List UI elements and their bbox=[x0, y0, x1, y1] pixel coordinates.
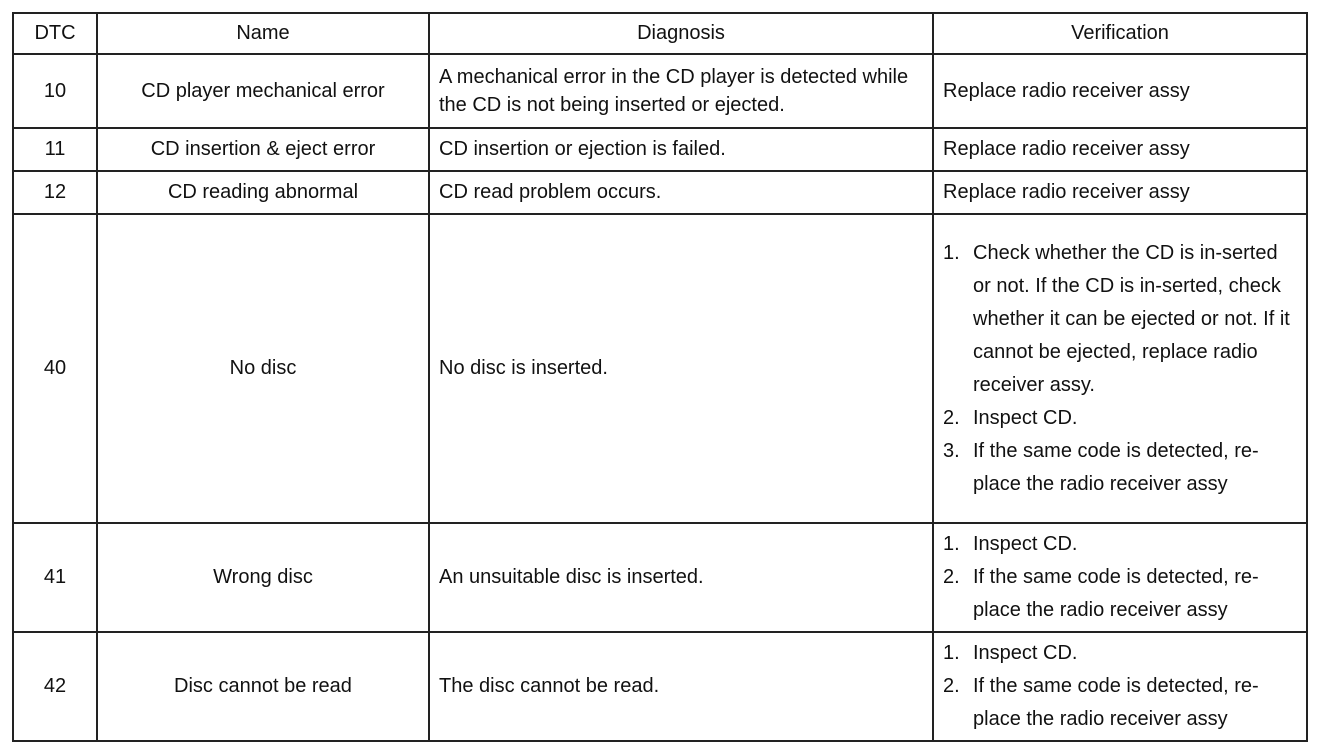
dtc-code: 42 bbox=[13, 632, 97, 741]
verification-step bbox=[943, 637, 1292, 670]
dtc-name: CD insertion & eject error bbox=[97, 128, 429, 171]
step-number: 3. bbox=[943, 439, 960, 462]
header-name: Name bbox=[97, 13, 429, 54]
step-number: 1. bbox=[943, 241, 960, 264]
header-dtc: DTC bbox=[13, 13, 97, 54]
table-header-row bbox=[13, 13, 1307, 54]
step-number: 1. bbox=[943, 533, 960, 555]
dtc-code: 11 bbox=[13, 128, 97, 171]
header-diagnosis: Diagnosis bbox=[429, 13, 933, 54]
step-number: 2. bbox=[943, 406, 960, 429]
dtc-diagnosis: CD read problem occurs. bbox=[429, 171, 933, 214]
table-row bbox=[13, 171, 1307, 214]
dtc-diagnosis-text: A mechanical error in the CD player is detected while the CD is not being inserted or ejected. bbox=[439, 66, 909, 116]
dtc-name: No disc bbox=[97, 214, 429, 523]
step-text: If the same code is detected, re-place the radio receiver assy bbox=[973, 675, 1259, 730]
verification-steps bbox=[943, 528, 1292, 627]
step-text: If the same code is detected, re-place the radio receiver assy bbox=[973, 566, 1259, 621]
step-text: Inspect CD. bbox=[973, 406, 1078, 429]
dtc-diagnosis: An unsuitable disc is inserted. bbox=[429, 523, 933, 632]
dtc-verification bbox=[933, 214, 1307, 523]
dtc-code: 41 bbox=[13, 523, 97, 632]
dtc-diagnosis: CD insertion or ejection is failed. bbox=[429, 128, 933, 171]
step-text: Inspect CD. bbox=[973, 533, 1078, 555]
table-row bbox=[13, 54, 1307, 128]
dtc-name: Wrong disc bbox=[97, 523, 429, 632]
verification-steps bbox=[943, 637, 1292, 736]
dtc-verification: Replace radio receiver assy bbox=[933, 54, 1307, 128]
step-text: If the same code is detected, re-place the radio receiver assy bbox=[973, 439, 1259, 495]
verification-step bbox=[943, 402, 1292, 435]
dtc-diagnosis: No disc is inserted. bbox=[429, 214, 933, 523]
dtc-code: 40 bbox=[13, 214, 97, 523]
dtc-verification: Replace radio receiver assy bbox=[933, 128, 1307, 171]
table-row bbox=[13, 214, 1307, 523]
header-verification: Verification bbox=[933, 13, 1307, 54]
dtc-verification bbox=[933, 632, 1307, 741]
verification-step bbox=[943, 435, 1292, 501]
verification-step bbox=[943, 670, 1292, 736]
table-row bbox=[13, 128, 1307, 171]
dtc-name: CD reading abnormal bbox=[97, 171, 429, 214]
table-row bbox=[13, 523, 1307, 632]
step-number: 2. bbox=[943, 566, 960, 588]
dtc-name: CD player mechanical error bbox=[97, 54, 429, 128]
step-number: 2. bbox=[943, 675, 960, 697]
step-text: Inspect CD. bbox=[973, 642, 1078, 664]
table-row bbox=[13, 632, 1307, 741]
verification-step bbox=[943, 237, 1292, 402]
dtc-code: 12 bbox=[13, 171, 97, 214]
dtc-name: Disc cannot be read bbox=[97, 632, 429, 741]
dtc-diagnosis: The disc cannot be read. bbox=[429, 632, 933, 741]
dtc-table bbox=[12, 12, 1308, 742]
step-number: 1. bbox=[943, 642, 960, 664]
dtc-diagnosis bbox=[429, 54, 933, 128]
verification-step bbox=[943, 561, 1292, 627]
dtc-verification: Replace radio receiver assy bbox=[933, 171, 1307, 214]
verification-step bbox=[943, 528, 1292, 561]
dtc-verification bbox=[933, 523, 1307, 632]
dtc-code: 10 bbox=[13, 54, 97, 128]
verification-steps bbox=[943, 237, 1292, 501]
step-text: Check whether the CD is in-serted or not. If the CD is in-serted, check whether it can be ejected or not. If it cannot be ejected, replace radio receiver assy. bbox=[973, 241, 1290, 396]
